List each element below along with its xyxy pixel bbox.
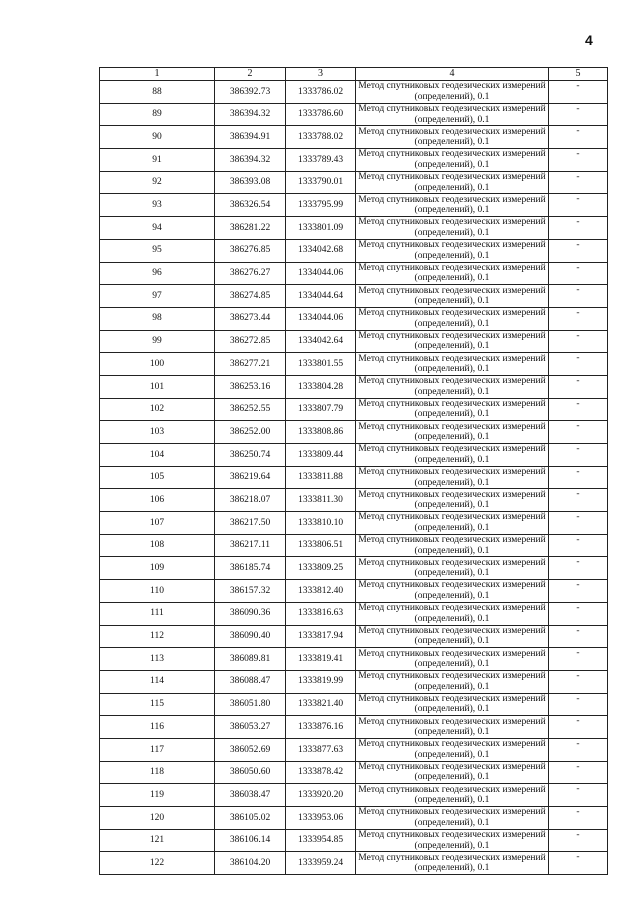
method-cell: Метод спутниковых геодезических измерений (определений), 0.1 [356,693,549,716]
x-coordinate-cell: 386090.36 [215,602,286,625]
x-coordinate-cell: 386277.21 [215,353,286,376]
method-cell: Метод спутниковых геодезических измерений (определений), 0.1 [356,761,549,784]
y-coordinate-cell: 1333806.51 [286,534,356,557]
method-cell: Метод спутниковых геодезических измерений (определений), 0.1 [356,217,549,240]
point-number-cell: 113 [100,648,215,671]
x-coordinate-cell: 386217.50 [215,512,286,535]
notes-cell: - [549,466,608,489]
method-cell: Метод спутниковых геодезических измерений (определений), 0.1 [356,149,549,172]
point-number-cell: 97 [100,285,215,308]
notes-cell: - [549,580,608,603]
method-cell: Метод спутниковых геодезических измерений (определений), 0.1 [356,648,549,671]
table-row [100,670,608,693]
table-row [100,262,608,285]
method-cell: Метод спутниковых геодезических измерений (определений), 0.1 [356,444,549,467]
y-coordinate-cell: 1333953.06 [286,807,356,830]
method-cell: Метод спутниковых геодезических измерений (определений), 0.1 [356,466,549,489]
y-coordinate-cell: 1333804.28 [286,375,356,398]
x-coordinate-cell: 386104.20 [215,852,286,875]
method-cell: Метод спутниковых геодезических измерений (определений), 0.1 [356,81,549,104]
y-coordinate-cell: 1333789.43 [286,149,356,172]
x-coordinate-cell: 386252.55 [215,398,286,421]
point-number-cell: 122 [100,852,215,875]
y-coordinate-cell: 1333790.01 [286,171,356,194]
notes-cell: - [549,171,608,194]
point-number-cell: 96 [100,262,215,285]
method-cell: Метод спутниковых геодезических измерений (определений), 0.1 [356,580,549,603]
notes-cell: - [549,421,608,444]
notes-cell: - [549,512,608,535]
table-row [100,194,608,217]
y-coordinate-cell: 1333809.44 [286,444,356,467]
method-cell: Метод спутниковых геодезических измерений (определений), 0.1 [356,398,549,421]
table-row [100,784,608,807]
method-cell: Метод спутниковых геодезических измерений (определений), 0.1 [356,262,549,285]
point-number-cell: 118 [100,761,215,784]
method-cell: Метод спутниковых геодезических измерений (определений), 0.1 [356,194,549,217]
method-cell: Метод спутниковых геодезических измерений (определений), 0.1 [356,512,549,535]
y-coordinate-cell: 1333876.16 [286,716,356,739]
y-coordinate-cell: 1333811.88 [286,466,356,489]
notes-cell: - [549,217,608,240]
x-coordinate-cell: 386272.85 [215,330,286,353]
notes-cell: - [549,602,608,625]
notes-cell: - [549,375,608,398]
x-coordinate-cell: 386252.00 [215,421,286,444]
notes-cell: - [549,81,608,104]
y-coordinate-cell: 1333954.85 [286,829,356,852]
point-number-cell: 99 [100,330,215,353]
column-header: 4 [356,68,549,81]
column-header: 2 [215,68,286,81]
notes-cell: - [549,103,608,126]
notes-cell: - [549,353,608,376]
point-number-cell: 101 [100,375,215,398]
table-row [100,829,608,852]
point-number-cell: 103 [100,421,215,444]
point-number-cell: 100 [100,353,215,376]
method-cell: Метод спутниковых геодезических измерений (определений), 0.1 [356,239,549,262]
y-coordinate-cell: 1333811.30 [286,489,356,512]
x-coordinate-cell: 386038.47 [215,784,286,807]
method-cell: Метод спутниковых геодезических измерений (определений), 0.1 [356,670,549,693]
point-number-cell: 120 [100,807,215,830]
point-number-cell: 93 [100,194,215,217]
notes-cell: - [549,307,608,330]
table-row [100,557,608,580]
point-number-cell: 98 [100,307,215,330]
table-row [100,489,608,512]
notes-cell: - [549,489,608,512]
method-cell: Метод спутниковых геодезических измерений (определений), 0.1 [356,375,549,398]
y-coordinate-cell: 1333786.60 [286,103,356,126]
point-number-cell: 110 [100,580,215,603]
point-number-cell: 90 [100,126,215,149]
notes-cell: - [549,648,608,671]
point-number-cell: 94 [100,217,215,240]
notes-cell: - [549,807,608,830]
table-row [100,307,608,330]
point-number-cell: 102 [100,398,215,421]
table-row [100,716,608,739]
table-row [100,807,608,830]
y-coordinate-cell: 1333795.99 [286,194,356,217]
method-cell: Метод спутниковых геодезических измерений (определений), 0.1 [356,330,549,353]
x-coordinate-cell: 386090.40 [215,625,286,648]
point-number-cell: 88 [100,81,215,104]
x-coordinate-cell: 386217.11 [215,534,286,557]
table-row [100,239,608,262]
table-row [100,534,608,557]
x-coordinate-cell: 386089.81 [215,648,286,671]
table-row [100,353,608,376]
x-coordinate-cell: 386219.64 [215,466,286,489]
table-row [100,512,608,535]
point-number-cell: 91 [100,149,215,172]
method-cell: Метод спутниковых геодезических измерений (определений), 0.1 [356,489,549,512]
point-number-cell: 95 [100,239,215,262]
table-header-row [100,68,608,81]
point-number-cell: 92 [100,171,215,194]
y-coordinate-cell: 1333807.79 [286,398,356,421]
y-coordinate-cell: 1333812.40 [286,580,356,603]
x-coordinate-cell: 386274.85 [215,285,286,308]
method-cell: Метод спутниковых геодезических измерений (определений), 0.1 [356,421,549,444]
page-number: 4 [585,32,593,48]
x-coordinate-cell: 386050.60 [215,761,286,784]
method-cell: Метод спутниковых геодезических измерений (определений), 0.1 [356,103,549,126]
notes-cell: - [549,194,608,217]
notes-cell: - [549,557,608,580]
method-cell: Метод спутниковых геодезических измерений (определений), 0.1 [356,353,549,376]
table-row [100,602,608,625]
table-row [100,693,608,716]
table-row [100,285,608,308]
x-coordinate-cell: 386394.91 [215,126,286,149]
notes-cell: - [549,852,608,875]
notes-cell: - [549,761,608,784]
notes-cell: - [549,625,608,648]
y-coordinate-cell: 1333821.40 [286,693,356,716]
notes-cell: - [549,534,608,557]
point-number-cell: 114 [100,670,215,693]
x-coordinate-cell: 386273.44 [215,307,286,330]
point-number-cell: 106 [100,489,215,512]
y-coordinate-cell: 1333788.02 [286,126,356,149]
notes-cell: - [549,285,608,308]
method-cell: Метод спутниковых геодезических измерений (определений), 0.1 [356,602,549,625]
column-header: 3 [286,68,356,81]
y-coordinate-cell: 1333816.63 [286,602,356,625]
x-coordinate-cell: 386394.32 [215,103,286,126]
x-coordinate-cell: 386394.32 [215,149,286,172]
table-row [100,149,608,172]
method-cell: Метод спутниковых геодезических измерений (определений), 0.1 [356,171,549,194]
x-coordinate-cell: 386218.07 [215,489,286,512]
point-number-cell: 121 [100,829,215,852]
table-row [100,398,608,421]
x-coordinate-cell: 386276.27 [215,262,286,285]
table-row [100,738,608,761]
point-number-cell: 119 [100,784,215,807]
method-cell: Метод спутниковых геодезических измерений (определений), 0.1 [356,285,549,308]
coordinates-table [99,67,608,875]
table-row [100,648,608,671]
y-coordinate-cell: 1333801.55 [286,353,356,376]
table-row [100,171,608,194]
y-coordinate-cell: 1333959.24 [286,852,356,875]
point-number-cell: 104 [100,444,215,467]
point-number-cell: 112 [100,625,215,648]
x-coordinate-cell: 386106.14 [215,829,286,852]
y-coordinate-cell: 1333819.99 [286,670,356,693]
x-coordinate-cell: 386051.80 [215,693,286,716]
table-row [100,761,608,784]
x-coordinate-cell: 386393.08 [215,171,286,194]
x-coordinate-cell: 386281.22 [215,217,286,240]
notes-cell: - [549,330,608,353]
method-cell: Метод спутниковых геодезических измерений (определений), 0.1 [356,807,549,830]
point-number-cell: 116 [100,716,215,739]
method-cell: Метод спутниковых геодезических измерений (определений), 0.1 [356,829,549,852]
y-coordinate-cell: 1333819.41 [286,648,356,671]
y-coordinate-cell: 1333877.63 [286,738,356,761]
table-row [100,375,608,398]
y-coordinate-cell: 1334042.64 [286,330,356,353]
column-header: 1 [100,68,215,81]
x-coordinate-cell: 386326.54 [215,194,286,217]
table-row [100,444,608,467]
y-coordinate-cell: 1333920.20 [286,784,356,807]
y-coordinate-cell: 1333786.02 [286,81,356,104]
notes-cell: - [549,444,608,467]
y-coordinate-cell: 1333878.42 [286,761,356,784]
point-number-cell: 107 [100,512,215,535]
y-coordinate-cell: 1333810.10 [286,512,356,535]
method-cell: Метод спутниковых геодезических измерений (определений), 0.1 [356,738,549,761]
point-number-cell: 109 [100,557,215,580]
notes-cell: - [549,239,608,262]
y-coordinate-cell: 1334044.06 [286,262,356,285]
table-row [100,625,608,648]
method-cell: Метод спутниковых геодезических измерений (определений), 0.1 [356,784,549,807]
table-row [100,81,608,104]
notes-cell: - [549,126,608,149]
x-coordinate-cell: 386185.74 [215,557,286,580]
y-coordinate-cell: 1333817.94 [286,625,356,648]
method-cell: Метод спутниковых геодезических измерений (определений), 0.1 [356,534,549,557]
point-number-cell: 115 [100,693,215,716]
y-coordinate-cell: 1334044.06 [286,307,356,330]
notes-cell: - [549,670,608,693]
method-cell: Метод спутниковых геодезических измерений (определений), 0.1 [356,557,549,580]
y-coordinate-cell: 1333808.86 [286,421,356,444]
x-coordinate-cell: 386276.85 [215,239,286,262]
y-coordinate-cell: 1333801.09 [286,217,356,240]
y-coordinate-cell: 1334042.68 [286,239,356,262]
table-row [100,103,608,126]
table-row [100,421,608,444]
notes-cell: - [549,149,608,172]
notes-cell: - [549,716,608,739]
method-cell: Метод спутниковых геодезических измерений (определений), 0.1 [356,625,549,648]
x-coordinate-cell: 386392.73 [215,81,286,104]
point-number-cell: 111 [100,602,215,625]
table-row [100,330,608,353]
method-cell: Метод спутниковых геодезических измерений (определений), 0.1 [356,716,549,739]
table-body [100,81,608,875]
x-coordinate-cell: 386253.16 [215,375,286,398]
point-number-cell: 89 [100,103,215,126]
x-coordinate-cell: 386088.47 [215,670,286,693]
notes-cell: - [549,693,608,716]
notes-cell: - [549,262,608,285]
y-coordinate-cell: 1333809.25 [286,557,356,580]
table-row [100,126,608,149]
y-coordinate-cell: 1334044.64 [286,285,356,308]
x-coordinate-cell: 386250.74 [215,444,286,467]
column-header: 5 [549,68,608,81]
notes-cell: - [549,738,608,761]
x-coordinate-cell: 386105.02 [215,807,286,830]
x-coordinate-cell: 386053.27 [215,716,286,739]
x-coordinate-cell: 386052.69 [215,738,286,761]
point-number-cell: 108 [100,534,215,557]
notes-cell: - [549,829,608,852]
method-cell: Метод спутниковых геодезических измерений (определений), 0.1 [356,126,549,149]
table-row [100,217,608,240]
point-number-cell: 105 [100,466,215,489]
x-coordinate-cell: 386157.32 [215,580,286,603]
point-number-cell: 117 [100,738,215,761]
table-row [100,852,608,875]
notes-cell: - [549,784,608,807]
table-row [100,580,608,603]
table-row [100,466,608,489]
method-cell: Метод спутниковых геодезических измерений (определений), 0.1 [356,852,549,875]
method-cell: Метод спутниковых геодезических измерений (определений), 0.1 [356,307,549,330]
notes-cell: - [549,398,608,421]
